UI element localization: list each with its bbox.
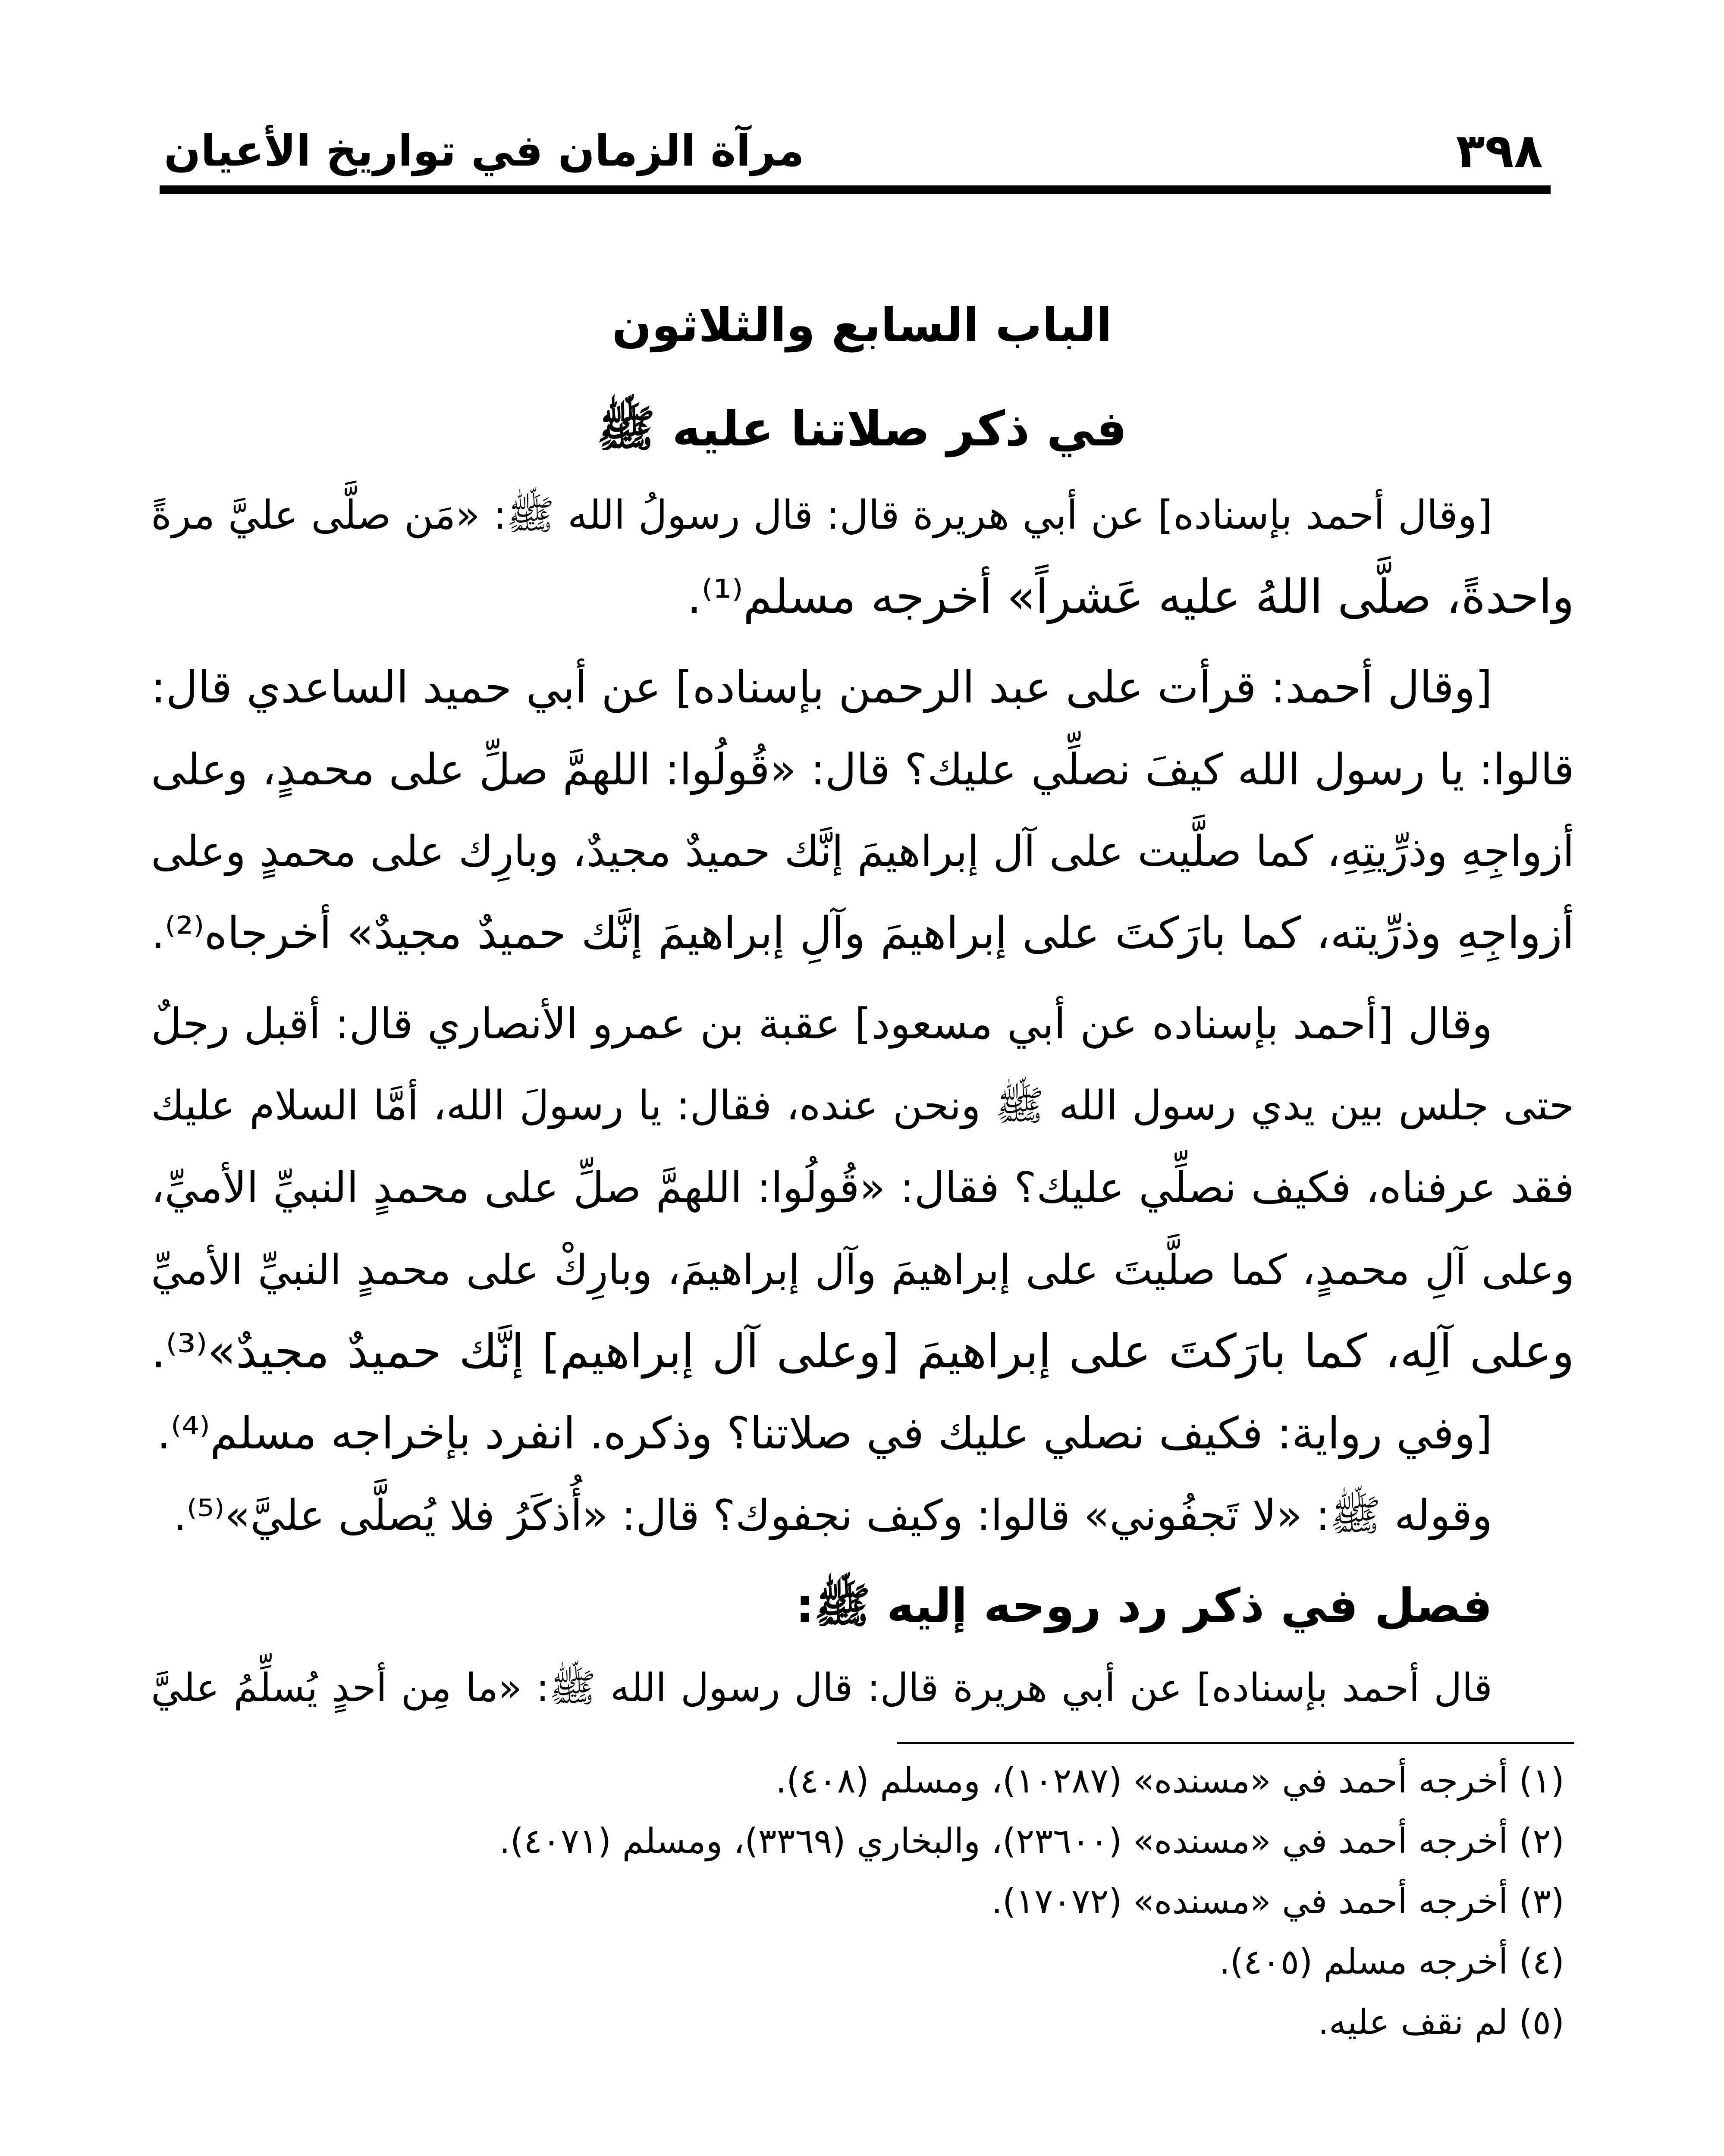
body-line: وقال [أحمد بإسناده عن أبي مسعود] عقبة بن عمرو الأنصاري قال: أقبل رجلٌ [151,1000,1492,1049]
body-line: فقد عرفناه، فكيف نصلِّي عليك؟ فقال: «قُولُوا: اللهمَّ صلِّ على محمدٍ النبيِّ الأميِّ، [151,1163,1574,1213]
footnote: (٣) أخرجه أحمد في «مسنده» (١٧٠٧٢). [991,1881,1564,1921]
body-line: أزواجِهِ وذرِّيته، كما بارَكتَ على إبراهيمَ وآلِ إبراهيمَ إنَّك حميدٌ مجيدٌ» أخرجاه⁽²⁾. [151,908,1574,959]
page-number: ٣٩٨ [1456,123,1543,179]
body-line: وقوله ﷺ: «لا تَجفُوني» قالوا: وكيف نجفوك؟ قال: «أُذكَرُ فلا يُصلَّى عليَّ»⁽⁵⁾. [173,1491,1492,1540]
footnote-divider [897,1742,1574,1744]
running-header [151,121,1573,181]
body-line: أزواجِهِ وذرِّيتِهِ، كما صلَّيت على آل إبراهيمَ إنَّك حميدٌ مجيدٌ، وبارِك على محمدٍ وعلى [151,827,1574,876]
body-line: واحدةً، صلَّى اللهُ عليه عَشراً» أخرجه مسلم⁽¹⁾. [687,570,1574,624]
footnote: (٤) أخرجه مسلم (٤٠٥). [1219,1942,1564,1982]
body-line: [وقال أحمد: قرأت على عبد الرحمن بإسناده] عن أبي حميد الساعدي قال: [151,662,1492,713]
running-header-title: مرآة الزمان في تواريخ الأعيان [164,125,804,176]
body-line: حتى جلس بين يدي رسول الله ﷺ ونحن عنده، فقال: يا رسولَ الله، أمَّا السلام عليك [151,1082,1574,1129]
body-line: قالوا: يا رسول الله كيفَ نصلِّي عليك؟ قال: «قُولُوا: اللهمَّ صلِّ على محمدٍ، وعلى [151,744,1574,795]
chapter-title: الباب السابع والثلاثون [612,298,1112,352]
body-line: وعلى آلِه، كما بارَكتَ على إبراهيمَ [وعلى آل إبراهيم] إنَّك حميدٌ مجيدٌ»⁽³⁾. [151,1325,1574,1379]
header-divider [160,185,1551,194]
chapter-subtitle: في ذكر صلاتنا عليه ﷺ [597,401,1127,457]
footnote: (٥) لم نقف عليه. [1318,2002,1564,2042]
body-line: [وفي رواية: فكيف نصلي عليك في صلاتنا؟ وذكره. انفرد بإخراجه مسلم⁽⁴⁾. [157,1408,1492,1459]
body-line: قال أحمد بإسناده] عن أبي هريرة قال: قال رسول الله ﷺ: «ما مِن أحدٍ يُسلِّمُ عليَّ [151,1665,1492,1711]
body-line: وعلى آلِ محمدٍ، كما صلَّيتَ على إبراهيمَ وآل إبراهيمَ، وبارِكْ على محمدٍ النبيِّ الأميِّ [151,1246,1574,1294]
footnote: (٢) أخرجه أحمد في «مسنده» (٢٣٦٠٠)، والبخاري (٣٣٦٩)، ومسلم (٤٠٧١). [499,1821,1564,1861]
footnote: (١) أخرجه أحمد في «مسنده» (١٠٢٨٧)، ومسلم (٤٠٨). [776,1761,1564,1801]
body-line: [وقال أحمد بإسناده] عن أبي هريرة قال: قال رسولُ الله ﷺ: «مَن صلَّى عليَّ مرةً [151,492,1492,538]
section-heading: فصل في ذكر رد روحه إليه ﷺ: [795,1579,1492,1633]
